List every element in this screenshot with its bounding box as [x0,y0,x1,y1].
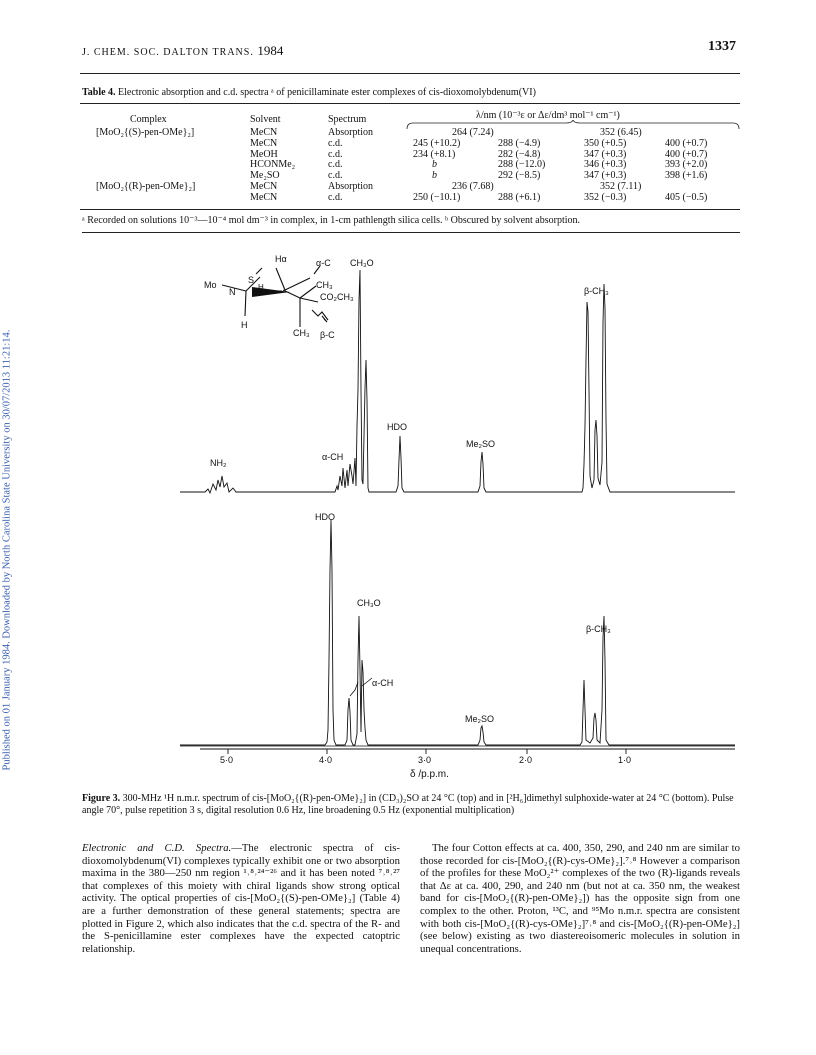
label-beta-c: β-C [320,330,335,340]
cell-band-352: 352 (7.11) [600,181,642,192]
download-watermark: Published on 01 January 1984. Downloaded by North Carolina State University on 30/07/2013 11:21:14. [1,329,13,771]
bottom-spectrum [180,520,735,746]
cell-spectrum: c.d. [328,192,343,203]
cell-complex: [MoO₂{(S)-pen-OMe}₂] [96,127,195,138]
cell-solvent: MeCN [250,192,278,203]
cell-solvent: MeCN [250,181,278,192]
journal-year: 1984 [257,43,284,58]
bottom-label-beta-ch3: β-CH₃ [586,624,611,634]
tick-label-2: 2·0 [519,755,533,765]
label-ch3-a: CH₃ [316,280,333,290]
cell-solvent: Me₂SO [250,170,280,181]
top-label-alpha-ch: α-CH [322,452,344,462]
figure-caption [82,793,742,817]
top-label-me2so: Me₂SO [466,439,495,449]
top-label-nh2: NH₂ [210,458,227,468]
alpha-ch-pointer [350,682,358,696]
col-header-solvent: Solvent [250,114,281,125]
bottom-label-hdo: HDO [315,512,335,522]
label-ch3o-struct: CH₃O [350,258,374,268]
left-paragraph-text: —The electronic spectra of cis-dioxomolybdenum(VI) complexes typically exhibit one or two absorption maxima in the 380—250 nm region ¹˒⁸˒²⁴⁻²⁶ and it has been noted ⁷˒⁸˒²⁷ that complexes of this moiety with chiral ligands show strong optical activity. The optical properties of cis-[MoO₂{(S)-pen-OMe}₂] (Table 4) are a further demonstration of these general statements; spectra are plotted in Figure 2, which also indicates that the c.d. spectra of the R- and the S-penicillamine ester complexes have the expected catoptric relationship. [82,842,400,955]
left-column [82,842,400,955]
cell-band-240: b [432,159,437,170]
label-alpha-c: α-C [316,258,331,268]
cell-spectrum: Absorption [328,127,373,138]
table-bottom-rule [80,209,740,210]
left-paragraph [82,842,400,955]
bond-c-beta [283,290,300,298]
label-h-alpha: Hα [275,254,287,264]
table-caption-label: Table 4. [82,87,116,98]
cell-band-350: 347 (+0.3) [584,149,627,160]
cell-band-240: 234 (+8.1) [413,149,456,160]
cell-solvent: MeOH [250,149,278,160]
bottom-label-me2so: Me₂SO [465,714,494,724]
cell-band-240: 250 (−10.1) [413,192,461,203]
figure-caption-label: Figure 3. [82,793,121,804]
structure-drawing [222,266,328,327]
cell-band-400: 393 (+2.0) [665,159,708,170]
tick-label-4: 4·0 [319,755,333,765]
cell-band-352: 352 (6.45) [600,127,642,138]
bond-s-c [256,268,262,274]
label-h-n: H [258,283,264,292]
label-s: S [248,275,255,285]
table-end-rule [82,232,740,233]
top-trace [180,270,735,493]
top-label-beta-ch3: β-CH₃ [584,286,609,296]
table-caption-text: Electronic absorption and c.d. spectra ᵃ of penicillaminate ester complexes of cis-dioxomolybdenum(VI) [115,87,536,98]
bottom-label-alpha-ch: α-CH [372,678,394,688]
cell-solvent: MeCN [250,127,278,138]
top-spectrum-labels [210,286,609,468]
cell-band-400: 398 (+1.6) [665,170,708,181]
cell-band-290: 264 (7.24) [452,127,494,138]
right-column [420,842,740,955]
cell-band-400: 405 (−0.5) [665,192,708,203]
label-mo: Mo [204,280,217,290]
tick-label-1: 1·0 [618,755,632,765]
cell-band-240: b [432,170,437,181]
axis-tick-labels [220,755,631,780]
structure-labels [204,254,374,340]
label-ch3-b: CH₃ [293,328,310,338]
tick-label-5: 5·0 [220,755,234,765]
bond-beta-ch3 [300,286,316,298]
axis-label: δ /p.p.m. [410,769,449,780]
cell-spectrum: Absorption [328,181,373,192]
right-paragraph: The four Cotton effects at ca. 400, 350, 290, and 240 nm are similar to those recorded for cis-[MoO₂{(R)-cys-OMe}₂].⁷˒⁸ However a comparison of the profiles for these MoO₂²⁺ complexes of the two (R)-ligands reveals that Δε at ca. 400, 290, and 240 nm (but not at ca. 350 nm, the weakest band for cis-[MoO₂{(R)-pen-OMe}₂]) has the opposite sign from one complex to the other. Proton, ¹³C, and ⁹⁵Mo n.m.r. spectra are consistent with both cis-[MoO₂{(R)-cys-OMe}₂]⁷˒⁸ and cis-[MoO₂{(R)-pen-OMe}₂] (see below) existing as two diastereoisomeric molecules in solution in unequal concentrations. [420,842,740,955]
table-4 [0,0,816,240]
cell-band-290: 292 (−8.5) [498,170,541,181]
col-header-lambda: λ/nm (10⁻³ε or Δε/dm³ mol⁻¹ cm⁻¹) [476,110,620,121]
bottom-label-ch3o: CH₃O [357,598,381,608]
table-footnote: ᵃ Recorded on solutions 10⁻³—10⁻⁴ mol dm⁻³ in complex, in 1-cm pathlength silica cells. ᵇ Obscured by solvent absorption. [82,215,581,226]
figure-caption-text: 300-MHz ¹H n.m.r. spectrum of cis-[MoO₂{(R)-pen-OMe}₂] in (CD₃)₂SO at 24 °C (top) and in [²H₆]dimethyl sulphoxide-water at 24 °C (bottom). Pulse angle 70°, pulse repetition 3 s, digital resolution 0.6 Hz, line broadening 0.5 Hz (exponential multiplication) [82,793,734,816]
cell-band-400: 400 (+0.7) [665,149,708,160]
label-co2ch3: CO₂CH₃ [320,292,354,302]
page-number: 1337 [708,39,736,54]
cell-band-350: 352 (−0.3) [584,192,627,203]
bond-c-alpha [285,278,310,290]
cell-band-350: 347 (+0.3) [584,170,627,181]
cell-band-290: 288 (+6.1) [498,192,541,203]
cell-spectrum: c.d. [328,138,343,149]
cell-band-290: 236 (7.68) [452,181,494,192]
cell-band-350: 346 (+0.3) [584,159,627,170]
cell-solvent: MeCN [250,138,278,149]
tick-label-3: 3·0 [418,755,432,765]
section-heading: Electronic and C.D. Spectra. [82,842,232,854]
cell-spectrum: c.d. [328,170,343,181]
label-n: N [229,287,236,297]
top-spectrum [180,270,735,493]
bond-beta-co2 [300,298,318,302]
journal-name: J. CHEM. SOC. DALTON TRANS. [82,47,254,58]
cell-band-350: 350 (+0.5) [584,138,627,149]
arrow-beta [312,310,328,320]
col-header-complex: Complex [130,114,167,125]
top-label-hdo: HDO [387,422,407,432]
ppm-axis [200,749,735,754]
bottom-trace [180,520,735,745]
label-h-n2: H [241,320,248,330]
bond-n-h [245,291,246,316]
cell-spectrum: c.d. [328,159,343,170]
cell-band-290: 288 (−4.9) [498,138,541,149]
cell-complex: [MoO₂{(R)-pen-OMe}₂] [96,181,196,192]
cell-solvent: HCONMe₂ [250,159,296,170]
cell-band-290: 288 (−12.0) [498,159,546,170]
cell-band-400: 400 (+0.7) [665,138,708,149]
col-header-spectrum: Spectrum [328,114,367,125]
cell-spectrum: c.d. [328,149,343,160]
cell-band-290: 282 (−4.8) [498,149,541,160]
bond-c-halpha [276,268,285,290]
nmr-figure [0,240,816,785]
cell-band-240: 245 (+10.2) [413,138,461,149]
